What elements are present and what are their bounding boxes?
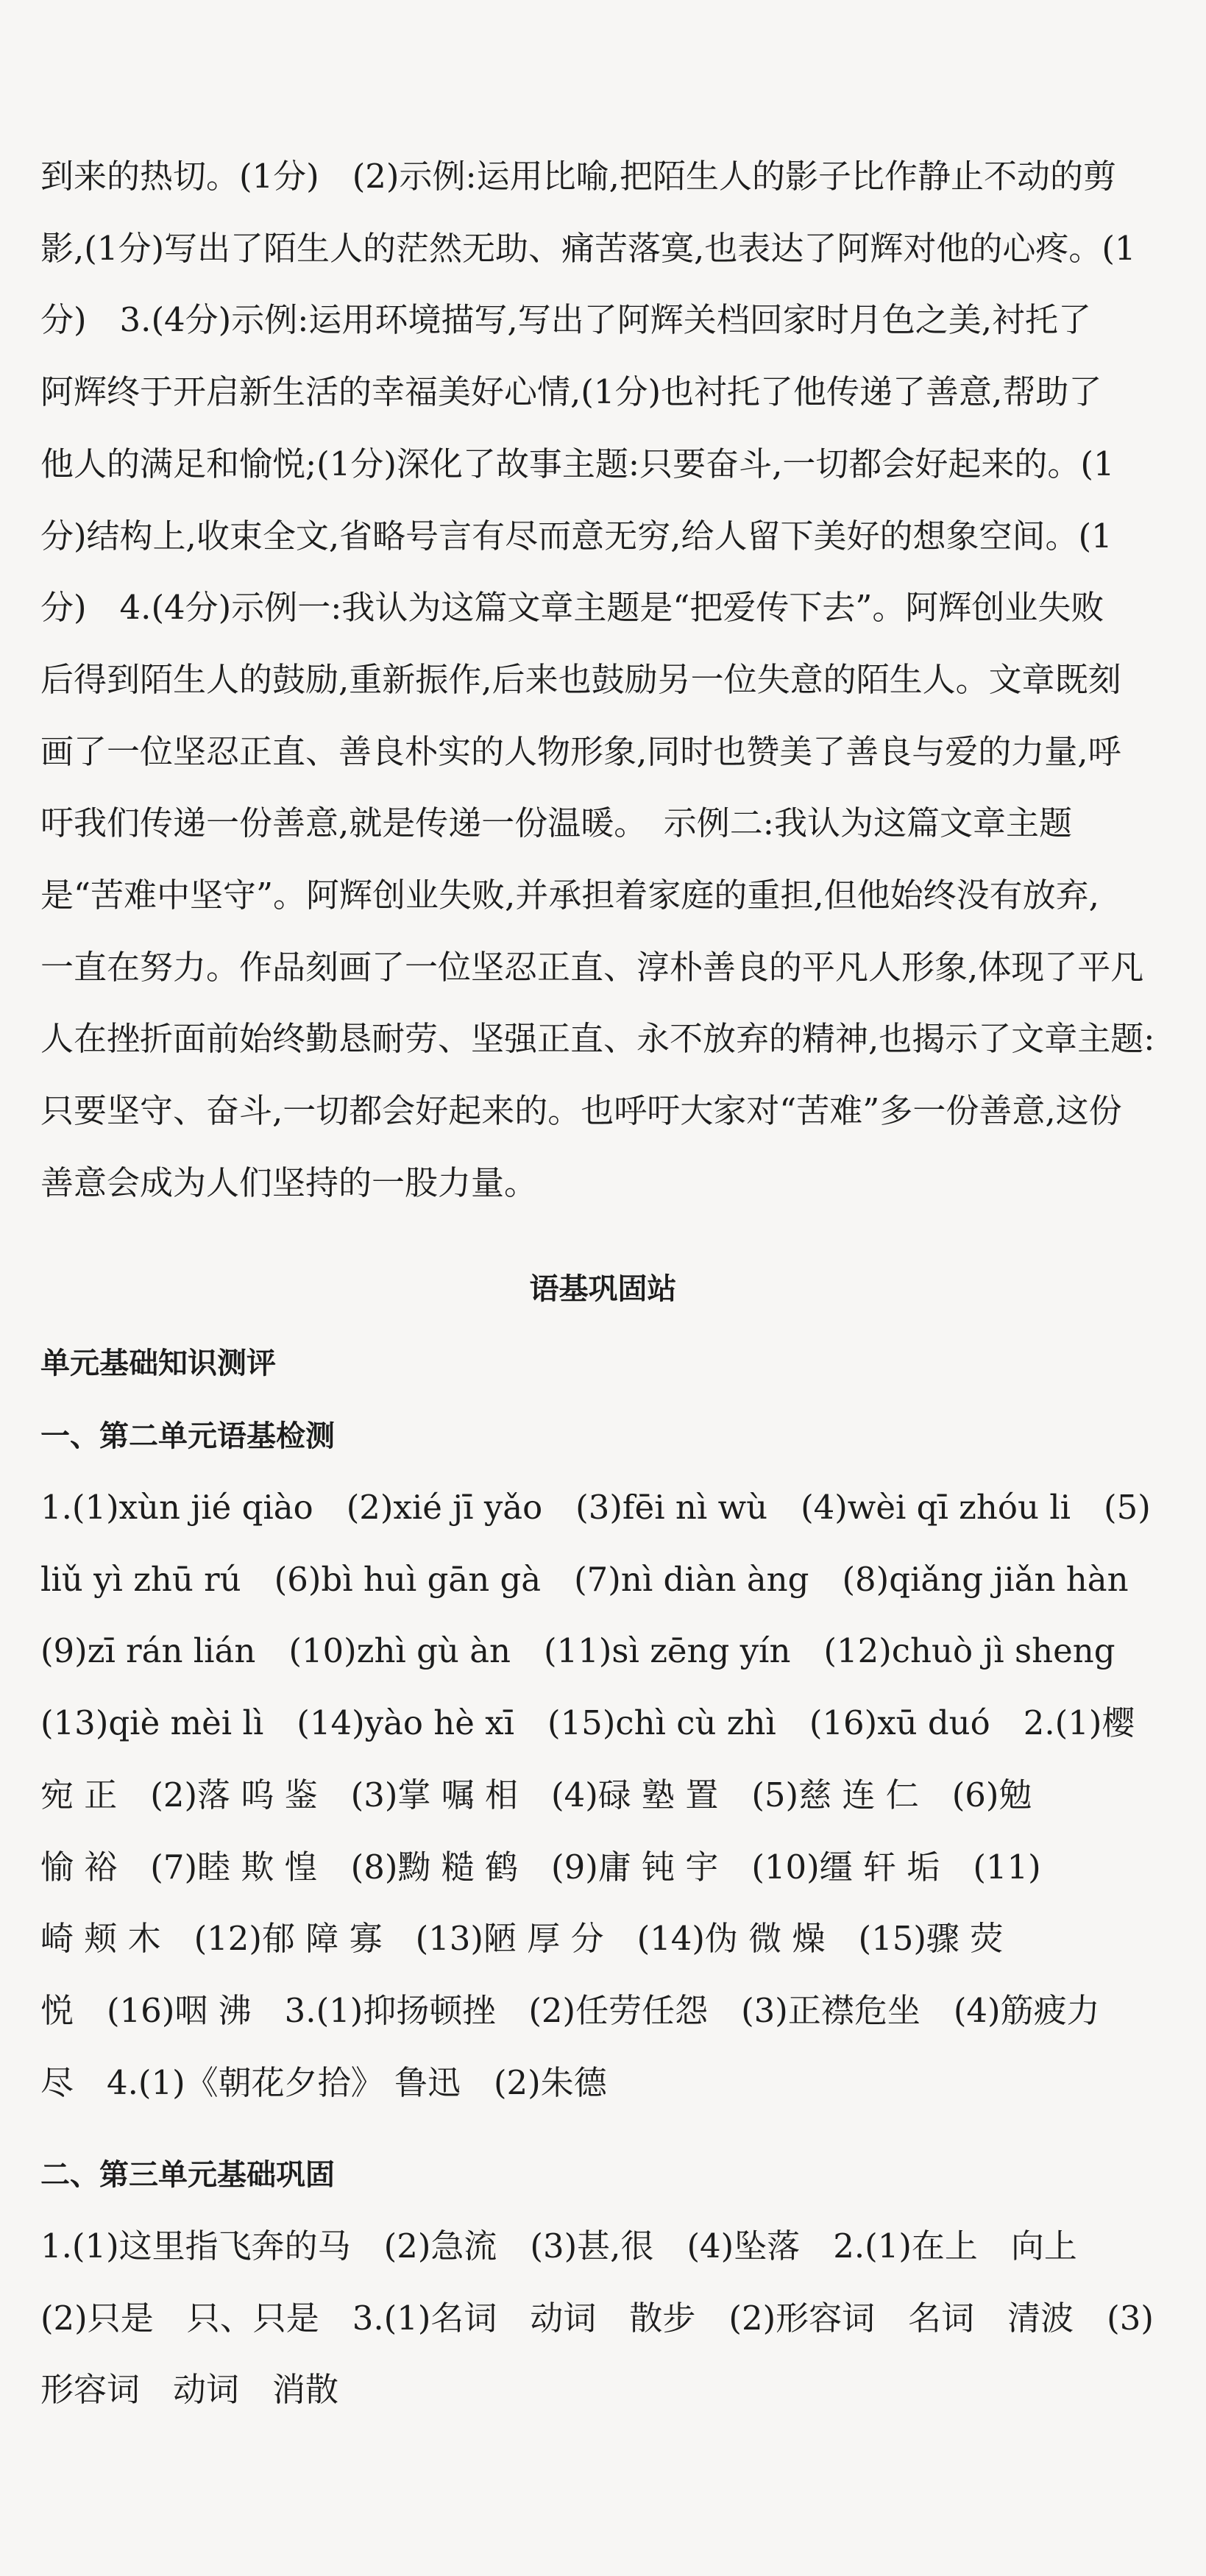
text-line: 崎 颊 木 (12)郁 障 寡 (13)陋 厚 分 (14)伪 微 燥 (15)骤 荧	[40, 1919, 1004, 1959]
text-line: 他人的满足和愉悦;(1分)深化了故事主题:只要奋斗,一切都会好起来的。(1	[40, 444, 1115, 483]
section-title: 语基巩固站	[529, 1272, 677, 1306]
text-line: 分)结构上,收束全文,省略号言有尽而意无穷,给人留下美好的想象空间。(1	[40, 516, 1113, 556]
text-line: 分) 4.(4分)示例一:我认为这篇文章主题是“把爱传下去”。阿辉创业失败	[40, 588, 1104, 628]
text-line: 形容词 动词 消散	[40, 2370, 339, 2410]
text-line: 人在挫折面前始终勤恳耐劳、坚强正直、永不放弃的精神,也揭示了文章主题:	[40, 1019, 1155, 1059]
text-line: (9)zī rán lián (10)zhì gù àn (11)sì zēng yín (12)chuò jì sheng	[40, 1631, 1115, 1671]
text-line: liǔ yì zhū rú (6)bì huì gān gà (7)nì diàn àng (8)qiǎng jiǎn hàn	[40, 1559, 1129, 1599]
part1-answers	[40, 1472, 1166, 2118]
text-line: 只要坚守、奋斗,一切都会好起来的。也呼吁大家对“苦难”多一份善意,这份	[40, 1091, 1122, 1131]
text-line: 阿辉终于开启新生活的幸福美好心情,(1分)也衬托了他传递了善意,帮助了	[40, 372, 1102, 412]
text-line: 尽 4.(1)《朝花夕拾》 鲁迅 (2)朱德	[40, 2062, 607, 2102]
text-line: 一直在努力。作品刻画了一位坚忍正直、淳朴善良的平凡人形象,体现了平凡	[40, 947, 1144, 987]
text-line: 后得到陌生人的鼓励,重新振作,后来也鼓励另一位失意的陌生人。文章既刻	[40, 659, 1121, 699]
text-line: (2)只是 只、只是 3.(1)名词 动词 散步 (2)形容词 名词 清波 (3)	[40, 2298, 1154, 2338]
text-line: 1.(1)这里指飞奔的马 (2)急流 (3)甚,很 (4)坠落 2.(1)在上 向上	[40, 2226, 1077, 2265]
part2-heading: 二、第三单元基础巩固	[40, 2158, 335, 2192]
text-line: 到来的热切。(1分) (2)示例:运用比喻,把陌生人的影子比作静止不动的剪	[40, 157, 1116, 196]
text-line: 影,(1分)写出了陌生人的茫然无助、痛苦落寞,也表达了阿辉对他的心疼。(1	[40, 228, 1136, 268]
text-line: 是“苦难中坚守”。阿辉创业失败,并承担着家庭的重担,但他始终没有放弃,	[40, 876, 1099, 915]
text-line: 1.(1)xùn jié qiào (2)xié jī yǎo (3)fēi nì wù (4)wèi qī zhóu li (5)	[40, 1488, 1151, 1527]
text-line: 悦 (16)咽 沸 3.(1)抑扬顿挫 (2)任劳任怨 (3)正襟危坐 (4)筋疲力	[40, 1990, 1100, 2030]
text-line: 吁我们传递一份善意,就是传递一份温暖。 示例二:我认为这篇文章主题	[40, 803, 1072, 843]
text-line: (13)qiè mèi lì (14)yào hè xī (15)chì cù zhì (16)xū duó 2.(1)樱	[40, 1703, 1135, 1743]
part2-answers	[40, 2210, 1166, 2426]
text-line: 善意会成为人们坚持的一股力量。	[40, 1163, 538, 1202]
text-line: 画了一位坚忍正直、善良朴实的人物形象,同时也赞美了善良与爱的力量,呼	[40, 731, 1121, 771]
part1-heading: 一、第二单元语基检测	[40, 1419, 335, 1453]
text-line: 分) 3.(4分)示例:运用环境描写,写出了阿辉关档回家时月色之美,衬托了	[40, 300, 1092, 340]
subtitle: 单元基础知识测评	[40, 1346, 276, 1380]
text-line: 愉 裕 (7)睦 欺 惶 (8)黝 糙 鹤 (9)庸 钝 宇 (10)缰 轩 垢 (11)	[40, 1847, 1041, 1887]
text-line: 宛 正 (2)落 呜 鉴 (3)掌 嘱 相 (4)碌 塾 置 (5)慈 连 仁 (6)勉	[40, 1775, 1032, 1814]
answer-text-top	[40, 141, 1166, 1219]
